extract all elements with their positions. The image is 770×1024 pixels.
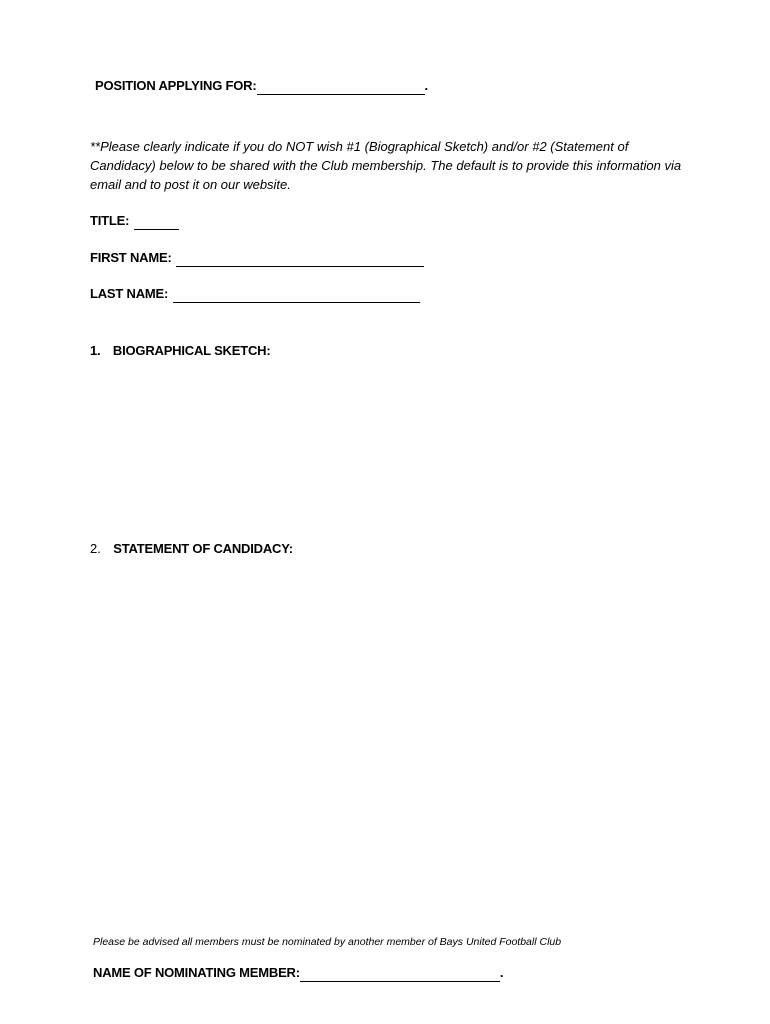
first-name-field[interactable]	[176, 252, 424, 267]
biographical-sketch-area[interactable]	[113, 365, 673, 530]
section1-number: 1.	[90, 343, 101, 358]
last-name-label: LAST NAME:	[90, 286, 169, 301]
section2-number: 2.	[90, 541, 101, 556]
nominating-member-row	[93, 964, 503, 982]
nomination-advisory: Please be advised all members must be nominated by another member of Bays United Football Club	[93, 936, 562, 948]
last-name-row	[90, 285, 420, 303]
section-biographical-sketch	[90, 342, 270, 360]
first-name-label: FIRST NAME:	[90, 250, 172, 265]
nominating-member-field[interactable]	[300, 967, 500, 982]
position-row	[95, 77, 428, 95]
privacy-note: **Please clearly indicate if you do NOT wish #1 (Biographical Sketch) and/or #2 (Statement of Candidacy) below to be shared with the Club membership. The default is to provide this information via email and to post it on our website.	[90, 139, 682, 192]
first-name-row	[90, 249, 424, 267]
statement-of-candidacy-area[interactable]	[113, 565, 673, 925]
position-label: POSITION APPLYING FOR:	[95, 78, 257, 93]
title-row	[90, 212, 179, 230]
nominating-suffix: .	[499, 965, 504, 980]
last-name-field[interactable]	[173, 288, 420, 303]
section2-label: STATEMENT OF CANDIDACY:	[113, 541, 293, 556]
position-field[interactable]	[257, 80, 425, 95]
nominating-label: NAME OF NOMINATING MEMBER:	[93, 965, 300, 980]
position-suffix: .	[424, 78, 428, 93]
title-field[interactable]	[134, 215, 179, 230]
section-statement-of-candidacy	[90, 540, 293, 558]
title-label: TITLE:	[90, 213, 130, 228]
section1-label: BIOGRAPHICAL SKETCH:	[112, 343, 271, 358]
